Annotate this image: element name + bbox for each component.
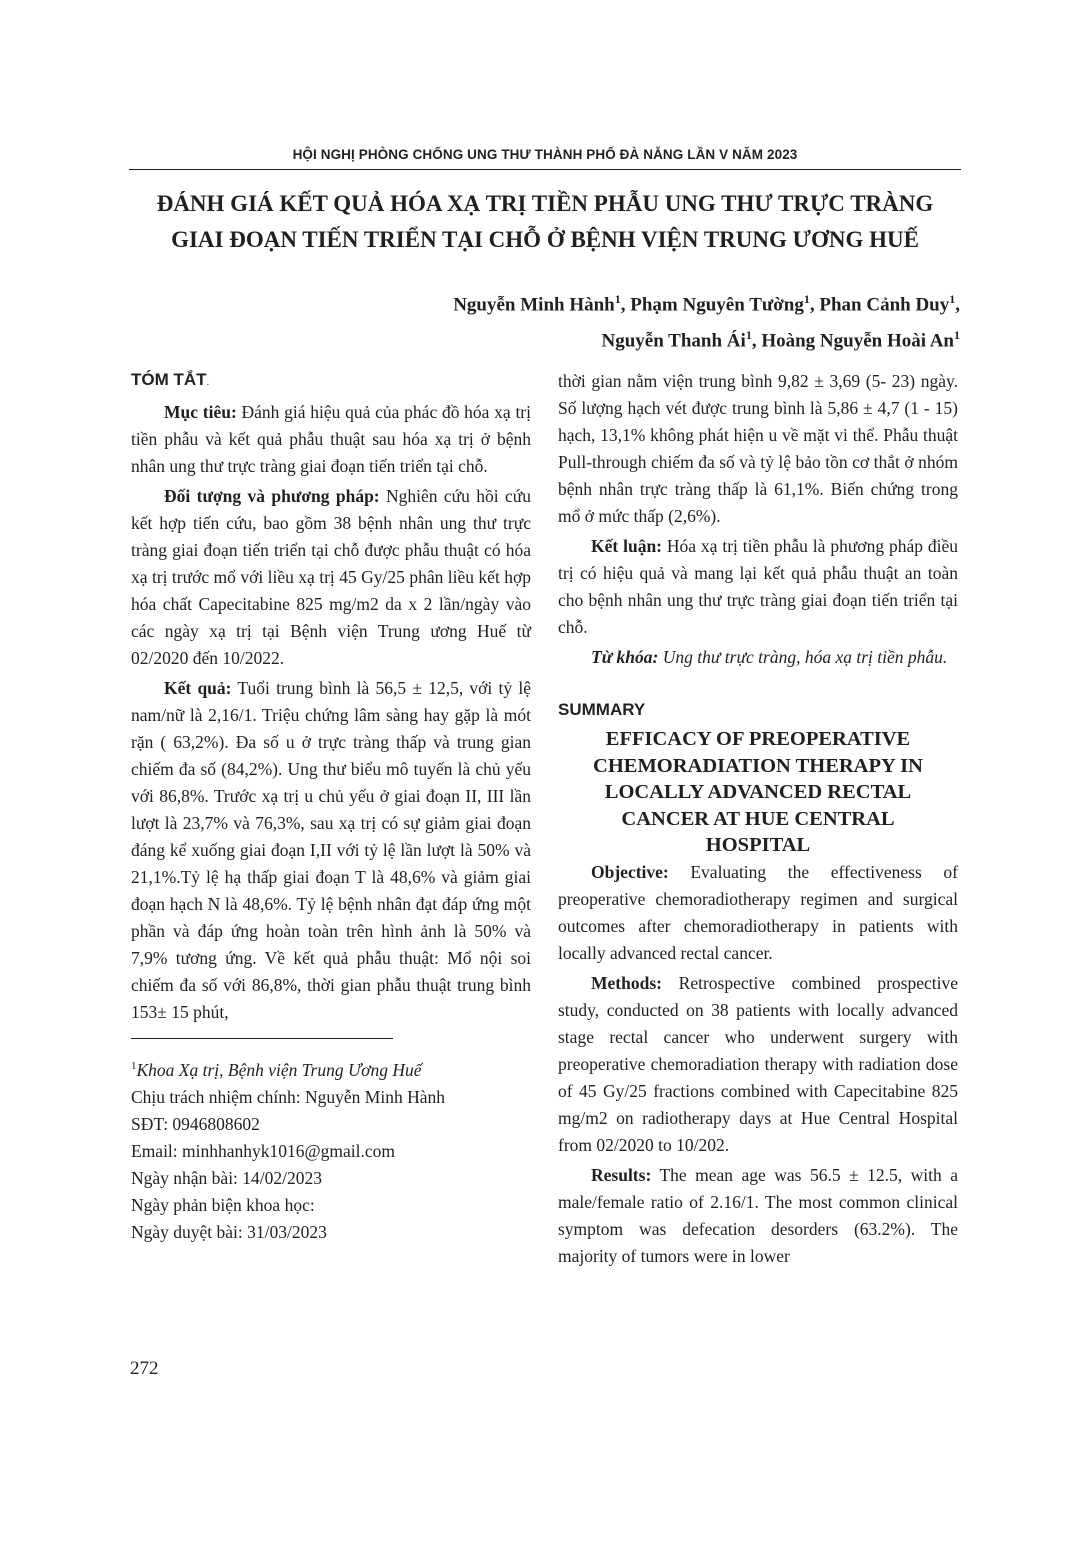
summary-title: EFFICACY OF PREOPERATIVE CHEMORADIATION THERAPY IN LOCALLY ADVANCED RECTAL CANCER AT HUE CENTRAL HOSPITAL [593, 728, 923, 856]
title-line-2: GIAI ĐOẠN TIẾN TRIỂN TẠI CHỖ Ở BỆNH VIỆN TRUNG ƯƠNG HUẾ [171, 227, 919, 252]
footnote-corresponding: Chịu trách nhiệm chính: Nguyễn Minh Hành [131, 1086, 445, 1107]
footnote [131, 1053, 531, 1246]
author-3: Phan Cảnh Duy [819, 294, 950, 316]
abstract-results: Kết quả: Tuổi trung bình là 56,5 ± 12,5, với tỷ lệ nam/nữ là 2,16/1. Triệu chứng lâm sàng hay gặp là mót rặn ( 63,2%). Đa số u ở trực tràng thấp và trung gian chiếm đa số (84,2%). Ung thư biểu mô tuyến là chủ yếu với 86,8%. Trước xạ trị u chủ yếu ở giai đoạn II, III lần lượt là 23,7% và 76,3%, sau xạ trị có sự giảm giai đoạn đáng kể xuống giai đoạn I,II với tỷ lệ lần lượt là 50% và 21,1%.Tỷ lệ hạ thấp giai đoạn T là 48,6% và giảm giai đoạn hạch N là 48,6%. Tỷ lệ bệnh nhân đạt đáp ứng một phần và đáp ứng hoàn toàn trên hình ảnh là 50% và 7,9% tương ứng. Về kết quả phẫu thuật: Mổ nội soi chiếm đa số với 86,8%, thời gian phẫu thuật trung bình 153± 15 phút, [131, 678, 532, 1022]
author-line-2: Nguyễn Thanh $Ái^1$, Hoàng Nguyễn Hoài An$^1$ [601, 328, 960, 352]
author-1-affil: 1 [614, 292, 621, 306]
abstract-keywords: Từ khóa: Ung thư trực tràng, hóa xạ trị tiền phẫu. [591, 647, 948, 667]
right-column [558, 368, 958, 1270]
footnote-review: Ngày phản biện khoa học: [131, 1194, 315, 1215]
footnote-received: Ngày nhận bài: 14/02/2023 [131, 1167, 323, 1188]
running-header: HỘI NGHỊ PHÒNG CHỐNG UNG THƯ THÀNH PHỐ ĐÀ NẴNG LẦN V NĂM 2023 [292, 147, 798, 162]
title-line-1: ĐÁNH GIÁ KẾT QUẢ HÓA XẠ TRỊ TIỀN PHẪU UNG THƯ TRỰC TRÀNG [156, 191, 934, 216]
summary-objective: Objective: Evaluating the effectiveness of preoperative chemoradiotherapy regimen and surgical outcomes after chemoradiotherapy in patients with locally advanced rectal cancer. [558, 861, 958, 963]
author-list [453, 284, 960, 357]
footnote-email: Email: minhhanhyk1016@gmail.com [131, 1140, 395, 1161]
header-rule [129, 169, 961, 170]
page-number: 272 [130, 1358, 159, 1379]
author-1: Nguyễn Minh Hành [453, 294, 615, 316]
author-2: Phạm Nguyên Tường [630, 294, 804, 316]
article-title [100, 186, 990, 258]
left-column [131, 368, 531, 1246]
abstract-heading: TÓM TẮT. [131, 370, 210, 389]
abstract-methods: Đối tượng và phương pháp: Nghiên cứu hồi cứu kết hợp tiến cứu, bao gồm 38 bệnh nhân ung thư trực tràng giai đoạn tiến triển tại chỗ được phẫu thuật có hóa xạ trị trước mổ với liều xạ trị 45 Gy/25 phân liều kết hợp hóa chất Capecitabine 825 mg/m2 da x 2 lần/ngày vào các ngày xạ trị tại Bệnh viện Trung ương Huế từ 02/2020 đến 10/2022. [131, 486, 531, 668]
footnote-affiliation: $^1$Khoa Xạ trị, Bệnh viện Trung Ương Huế [131, 1059, 422, 1080]
author-4: Nguyễn Thanh Ái [601, 330, 746, 352]
abstract-conclusion: Kết luận: Hóa xạ trị tiền phẫu là phương pháp điều trị có hiệu quả và mang lại kết quả phẫu thuật an toàn cho bệnh nhân ung thư trực tràng giai đoạn tiến triển tại chỗ. [558, 536, 958, 637]
author-5: Hoàng Nguyễn Hoài An [761, 330, 954, 352]
abstract-objective: Mục tiêu: Đánh giá hiệu quả của phác đồ hóa xạ trị tiền phẫu và kết quả phẫu thuật sau hóa xạ trị ở bệnh nhân ung thư trực tràng giai đoạn tiến triển tại chỗ. [131, 402, 531, 476]
footnote-rule [131, 1038, 393, 1039]
summary-results: Results: The mean age was 56.5 ± 12.5, with a male/female ratio of 2.16/1. The most common clinical symptom was defecation desorders (63.2%). The majority of tumors were in lower [558, 1164, 958, 1266]
footnote-accepted: Ngày duyệt bài: 31/03/2023 [131, 1221, 327, 1242]
footnote-phone: SĐT: 0946808602 [131, 1113, 260, 1134]
author-line-1: Nguyễn Minh Hành$^1$, Phạm Nguyên Tường$^1$, Phan Cảnh Duy$^1$, [453, 292, 960, 316]
abstract-results-continued: thời gian nằm viện trung bình 9,82 ± 3,69 (5- 23) ngày. Số lượng hạch vét được trung bình là 5,86 ± 4,7 (1 - 15) hạch, 13,1% không phát hiện u về mặt vi thể. Phẫu thuật Pull-through chiếm đa số và tỷ lệ bảo tồn cơ thắt ở nhóm bệnh nhân trực tràng thấp là 61,1%. Biến chứng trong mổ ở mức thấp (2,6%). [558, 371, 958, 526]
summary-methods: Methods: Retrospective combined prospective study, conducted on 38 patients with locally advanced stage rectal cancer who underwent surgery with preoperative chemoradiation therapy with radiation dose of 45 Gy/25 fractions combined with Capecitabine 825 mg/m2 on radiotherapy days at Hue Central Hospital from 02/2020 to 10/202. [558, 972, 958, 1155]
summary-heading: SUMMARY [558, 700, 646, 719]
